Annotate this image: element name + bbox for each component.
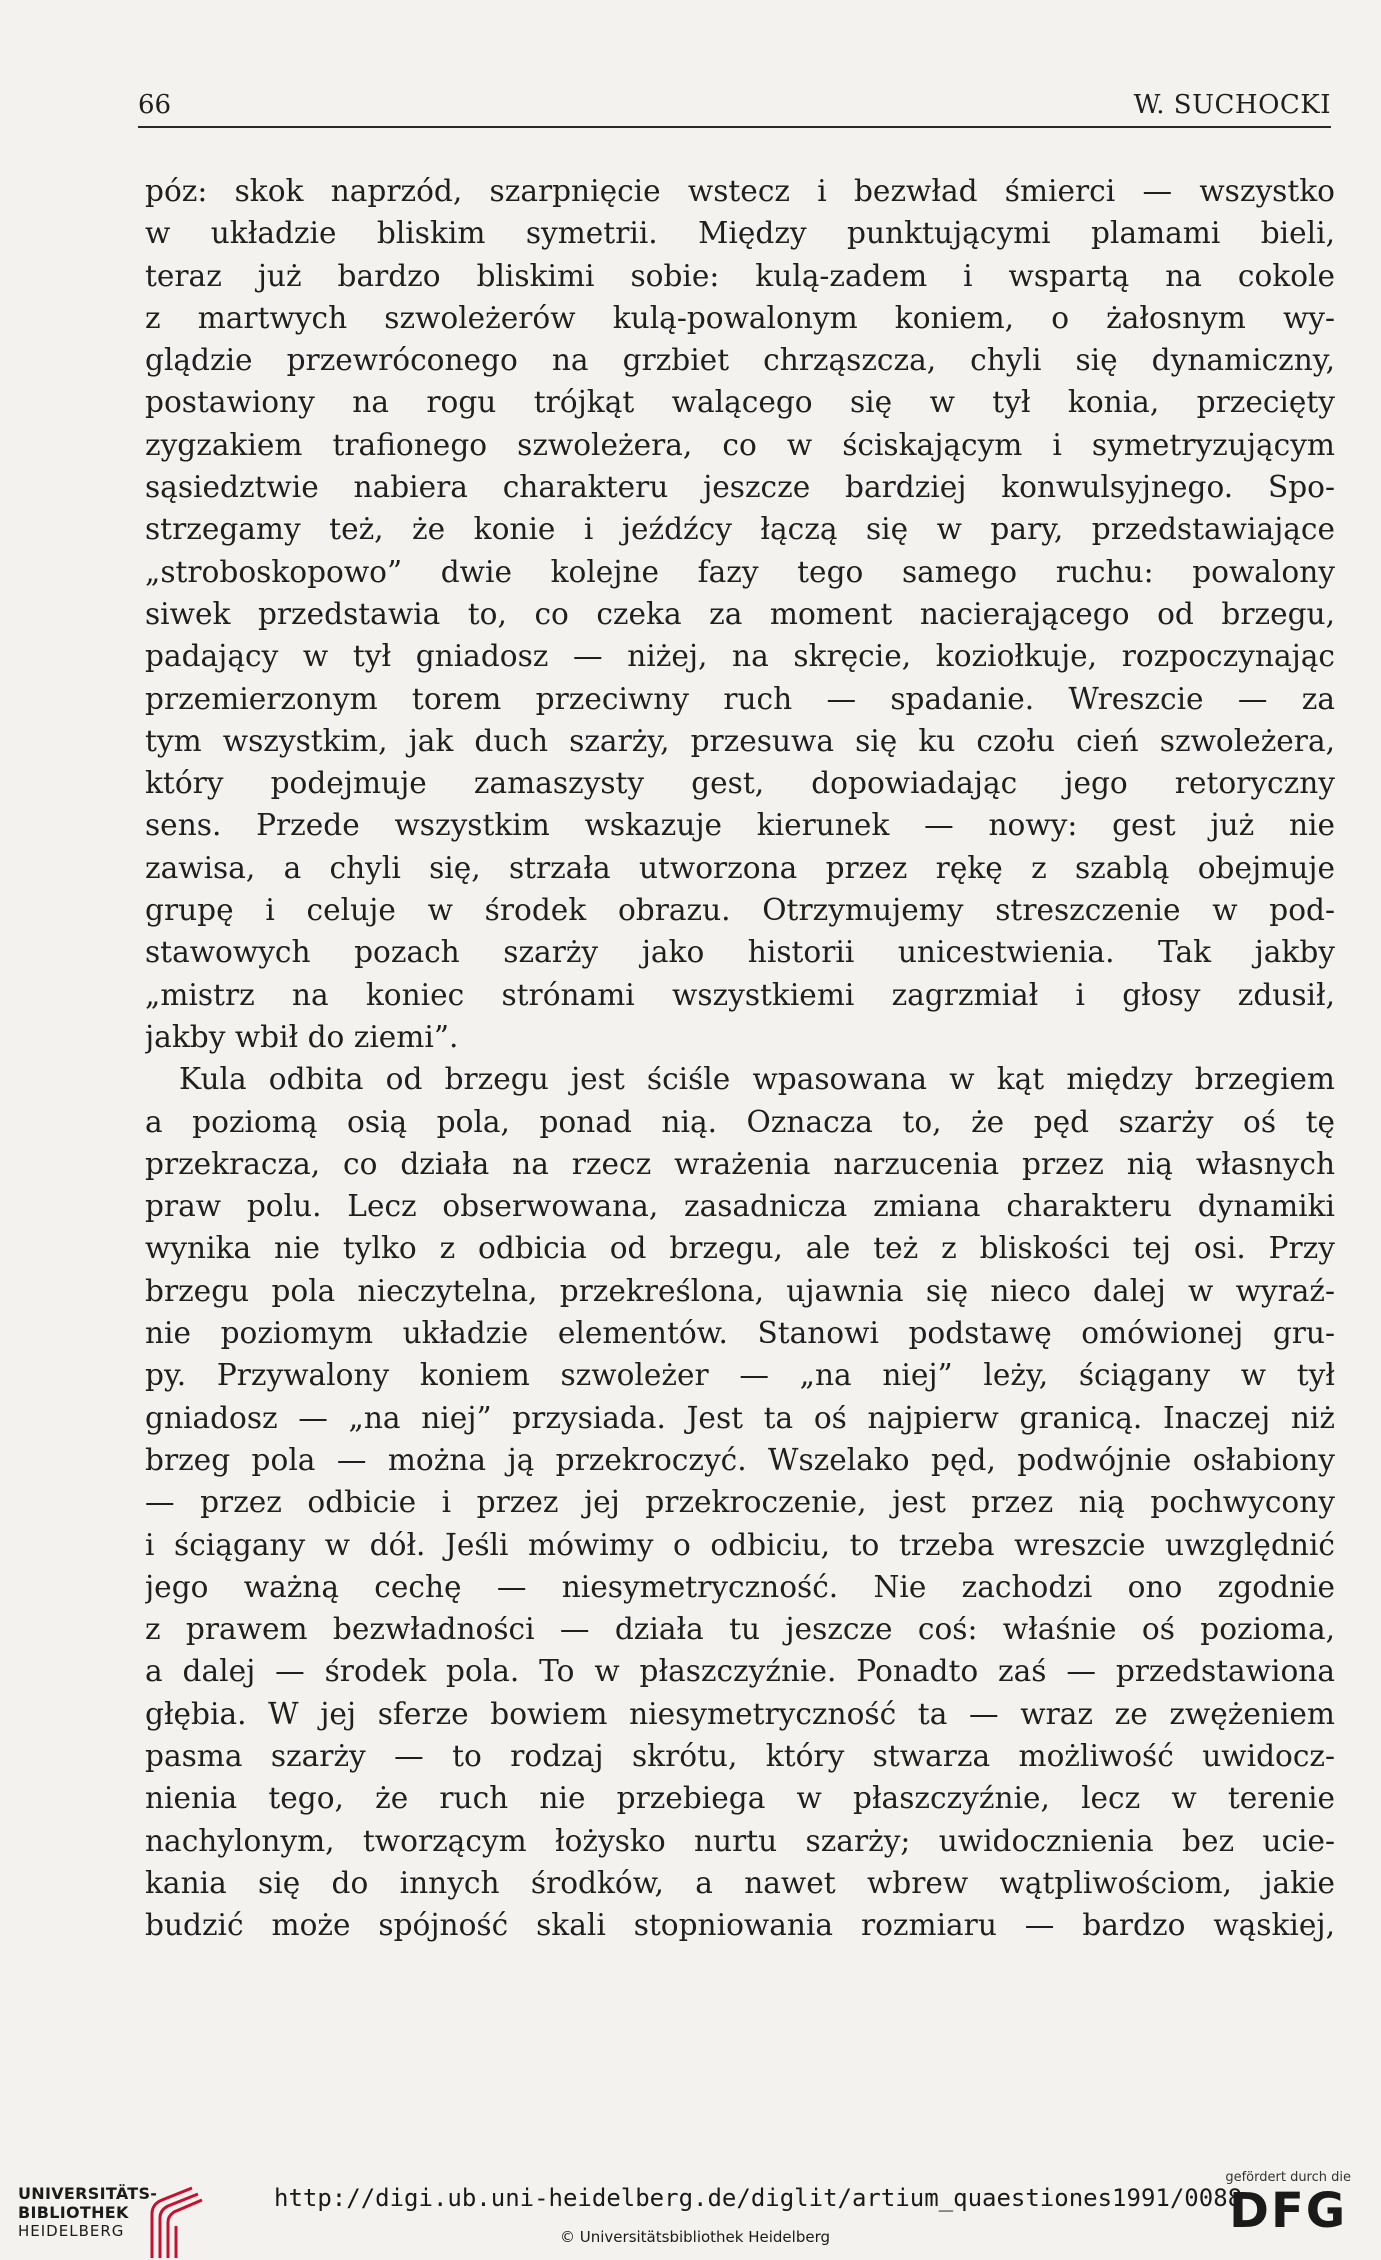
copyright-notice: © Universitätsbibliothek Heidelberg xyxy=(560,2228,831,2246)
text-line: postawiony na rogu trójkąt walącego się w tył konia, przecięty xyxy=(145,385,1335,420)
text-line: glądzie przewróconego na grzbiet chrząszcza, chyli się dynamiczny, xyxy=(145,343,1335,378)
page-number: 66 xyxy=(138,90,172,120)
library-brand xyxy=(18,2184,157,2241)
library-name-line1: UNIVERSITÄTS- xyxy=(18,2184,158,2203)
library-logo-icon xyxy=(144,2184,214,2260)
text-line: gniadosz — „na niej” przysiada. Jest ta oś najpierw granicą. Inaczej niż xyxy=(145,1400,1335,1435)
text-line: stawowych pozach szarży jako historii unicestwienia. Tak jakby xyxy=(145,935,1335,970)
text-line: nie poziomym układzie elementów. Stanowi podstawę omówionej gru- xyxy=(145,1316,1335,1351)
text-line: zawisa, a chyli się, strzała utworzona przez rękę z szablą obejmuje xyxy=(145,850,1335,885)
paragraph-end-line: jakby wbił do ziemi”. xyxy=(145,1019,459,1054)
text-line: wynika nie tylko z odbicia od brzegu, ale też z bliskości tej osi. Przy xyxy=(145,1231,1335,1266)
text-line: strzegamy też, że konie i jeźdźcy łączą się w pary, przedstawiające xyxy=(145,512,1335,547)
text-line: z prawem bezwładności — działa tu jeszcze coś: właśnie oś pozioma, xyxy=(145,1612,1335,1647)
text-line: pasma szarży — to rodzaj skrótu, który stwarza możliwość uwidocz- xyxy=(145,1738,1335,1773)
funding-block xyxy=(1225,2170,1351,2237)
running-head-author: W. SUCHOCKI xyxy=(1133,90,1331,120)
text-line: — przez odbicie i przez jej przekroczenie, jest przez nią pochwycony xyxy=(145,1485,1335,1520)
text-line: i ściągany w dół. Jeśli mówimy o odbiciu, to trzeba wreszcie uwzględnić xyxy=(145,1527,1335,1562)
text-line: przekracza, co działa na rzecz wrażenia narzucenia przez nią własnych xyxy=(145,1146,1335,1181)
text-line: głębia. W jej sferze bowiem niesymetryczność ta — wraz ze zwężeniem xyxy=(145,1696,1335,1731)
text-line: sens. Przede wszystkim wskazuje kierunek — nowy: gest już nie xyxy=(145,808,1335,843)
text-line: „stroboskopowo” dwie kolejne fazy tego samego ruchu: powalony xyxy=(145,554,1335,589)
text-line: grupę i celuje w środek obrazu. Otrzymujemy streszczenie w pod- xyxy=(145,893,1335,928)
text-line: z martwych szwoleżerów kulą-powalonym koniem, o żałosnym wy- xyxy=(145,300,1335,335)
paragraph-start-line: Kula odbita od brzegu jest ściśle wpasowana w kąt między brzegiem xyxy=(179,1062,1335,1097)
library-name xyxy=(18,2184,157,2241)
text-line: przemierzonym torem przeciwny ruch — spadanie. Wreszcie — za xyxy=(145,681,1335,716)
page-header xyxy=(138,86,1331,128)
text-line: w układzie bliskim symetrii. Między punktującymi plamami bieli, xyxy=(145,216,1335,251)
text-line: jego ważną cechę — niesymetryczność. Nie zachodzi ono zgodnie xyxy=(145,1569,1335,1604)
text-line: póz: skok naprzód, szarpnięcie wstecz i bezwład śmierci — wszystko xyxy=(145,174,1335,208)
text-line: nachylonym, tworzącym łożysko nurtu szarży; uwidocznienia bez ucie- xyxy=(145,1823,1335,1858)
text-line: budzić może spójność skali stopniowania rozmiaru — bardzo wąskiej, xyxy=(145,1908,1335,1943)
text-line: a dalej — środek pola. To w płaszczyźnie. Ponadto zaś — przedstawiona xyxy=(145,1654,1335,1689)
text-line: praw polu. Lecz obserwowana, zasadnicza zmiana charakteru dynamiki xyxy=(145,1189,1335,1224)
text-line: brzegu pola nieczytelna, przekreślona, ujawnia się nieco dalej w wyraź- xyxy=(145,1273,1335,1308)
text-line: tym wszystkim, jak duch szarży, przesuwa się ku czołu cień szwoleżera, xyxy=(145,723,1335,758)
text-line: padający w tył gniadosz — niżej, na skręcie, koziołkuje, rozpoczynając xyxy=(145,639,1335,674)
permalink-url[interactable]: http://digi.ub.uni-heidelberg.de/diglit/artium_quaestiones1991/0088 xyxy=(274,2184,1243,2212)
digitization-footer xyxy=(0,2160,1381,2260)
text-line: kania się do innych środków, a nawet wbrew wątpliwościom, jakie xyxy=(145,1865,1335,1900)
body-text xyxy=(145,170,1335,1946)
text-line: który podejmuje zamaszysty gest, dopowiadając jego retoryczny xyxy=(145,766,1335,801)
dfg-logo-icon: DFG xyxy=(1229,2183,1348,2239)
library-name-line2: BIBLIOTHEK xyxy=(18,2203,129,2222)
funding-caption: gefördert durch die xyxy=(1225,2170,1351,2185)
text-line: „mistrz na koniec strónami wszystkiemi zagrzmiał i głosy zdusił, xyxy=(145,977,1335,1012)
text-line: brzeg pola — można ją przekroczyć. Wszelako pęd, podwójnie osłabiony xyxy=(145,1442,1335,1477)
text-line: py. Przywalony koniem szwoleżer — „na niej” leży, ściągany w tył xyxy=(145,1358,1335,1393)
text-line: nienia tego, że ruch nie przebiega w płaszczyźnie, lecz w terenie xyxy=(145,1781,1335,1816)
library-name-line3: HEIDELBERG xyxy=(18,2222,125,2240)
text-line: zygzakiem trafionego szwoleżera, co w ściskającym i symetryzującym xyxy=(145,427,1335,462)
text-line: teraz już bardzo bliskimi sobie: kulą-zadem i wspartą na cokole xyxy=(145,258,1335,293)
text-line: sąsiedztwie nabiera charakteru jeszcze bardziej konwulsyjnego. Spo- xyxy=(145,470,1335,505)
text-line: a poziomą osią pola, ponad nią. Oznacza to, że pęd szarży oś tę xyxy=(145,1104,1335,1139)
text-line: siwek przedstawia to, co czeka za moment nacierającego od brzegu, xyxy=(145,596,1335,631)
